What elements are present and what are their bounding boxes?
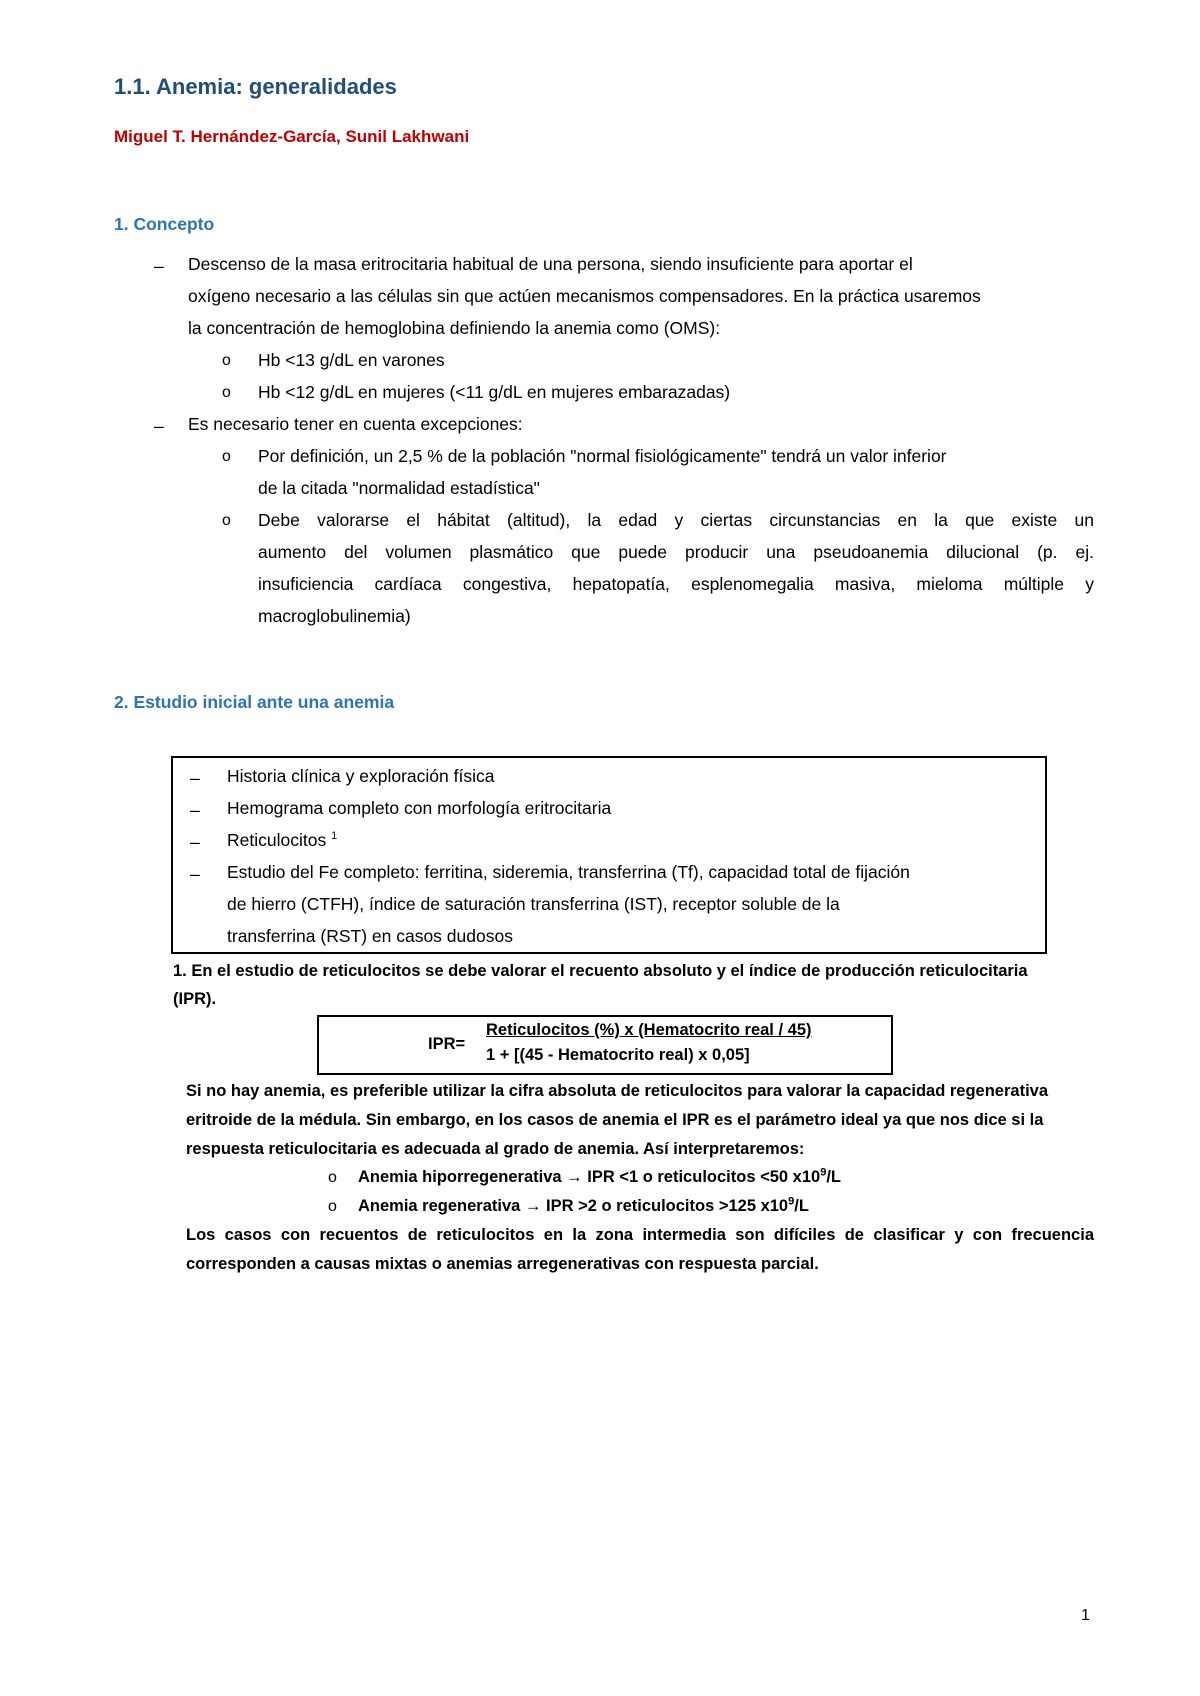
formula-lhs: IPR= xyxy=(428,1035,466,1053)
interp-1-sup: 9 xyxy=(820,1166,827,1179)
circle-bullet: o xyxy=(328,1198,337,1215)
footnote-marker: 1 xyxy=(331,830,338,843)
dash-bullet: – xyxy=(190,864,200,884)
circle-bullet: o xyxy=(222,448,231,465)
concept-line-3: la concentración de hemoglobina definiendo la anemia como (OMS): xyxy=(188,318,721,338)
dash-bullet: – xyxy=(154,416,164,436)
exception-2-line-2: aumento del volumen plasmático que puede producir una pseudoanemia dilucional (p. ej. xyxy=(258,542,1094,562)
footnote-line-2: (IPR). xyxy=(173,990,217,1008)
exception-1-line-2: de la citada "normalidad estadística" xyxy=(258,478,540,498)
box-item-fe-line-3: transferrina (RST) en casos dudosos xyxy=(227,926,513,946)
circle-bullet: o xyxy=(328,1169,337,1186)
dash-bullet: – xyxy=(190,832,200,852)
box-item-historia: Historia clínica y exploración física xyxy=(227,766,495,786)
circle-bullet: o xyxy=(222,512,231,529)
concept-line-1: Descenso de la masa eritrocitaria habitual de una persona, siendo insuficiente para aportar el xyxy=(188,254,913,274)
ipr-para-line-1: Si no hay anemia, es preferible utilizar la cifra absoluta de reticulocitos para valorar la capacidad regenerativa xyxy=(186,1082,1049,1100)
dash-bullet: – xyxy=(190,768,200,788)
authors: Miguel T. Hernández-García, Sunil Lakhwani xyxy=(114,127,470,146)
closing-para-line-2: corresponden a causas mixtas o anemias arregenerativas con respuesta parcial. xyxy=(186,1255,819,1273)
footnote-line-1: 1. En el estudio de reticulocitos se debe valorar el recuento absoluto y el índice de producción reticulocitaria xyxy=(173,962,1028,980)
box-item-reticulocitos xyxy=(227,825,337,857)
interp-1-text: Anemia hiporregenerativa → IPR <1 o reticulocitos <50 x10 xyxy=(358,1168,821,1186)
reticulocitos-label: Reticulocitos xyxy=(227,830,327,850)
concept-line-2: oxígeno necesario a las células sin que actúen mecanismos compensadores. En la práctica usaremos xyxy=(188,286,981,306)
exceptions-intro: Es necesario tener en cuenta excepciones: xyxy=(188,414,523,434)
interpretation-hiporregenerativa xyxy=(358,1163,841,1192)
page-number: 1 xyxy=(1081,1607,1090,1624)
section-heading-concepto: 1. Concepto xyxy=(114,214,215,234)
formula-denominator: 1 + [(45 - Hematocrito real) x 0,05] xyxy=(486,1046,750,1064)
exception-1-line-1: Por definición, un 2,5 % de la población "normal fisiológicamente" tendrá un valor inferior xyxy=(258,446,947,466)
interp-1-unit: /L xyxy=(826,1168,841,1186)
box-item-hemograma: Hemograma completo con morfología eritrocitaria xyxy=(227,798,612,818)
exception-2-line-3: insuficiencia cardíaca congestiva, hepatopatía, esplenomegalia masiva, mieloma múltiple y xyxy=(258,574,1094,594)
ipr-para-line-2: eritroide de la médula. Sin embargo, en los casos de anemia el IPR es el parámetro ideal ya que nos dice si la xyxy=(186,1111,1044,1129)
dash-bullet: – xyxy=(154,256,164,276)
box-item-fe-line-1: Estudio del Fe completo: ferritina, sideremia, transferrina (Tf), capacidad total de fijación xyxy=(227,862,910,882)
interp-2-unit: /L xyxy=(794,1197,809,1215)
interp-2-sup: 9 xyxy=(788,1195,795,1208)
box-item-fe-line-2: de hierro (CTFH), índice de saturación transferrina (IST), receptor soluble de la xyxy=(227,894,840,914)
section-heading-estudio-inicial: 2. Estudio inicial ante una anemia xyxy=(114,692,395,712)
interp-2-text: Anemia regenerativa → IPR >2 o reticulocitos >125 x10 xyxy=(358,1197,789,1215)
circle-bullet: o xyxy=(222,384,231,401)
document-title: 1.1. Anemia: generalidades xyxy=(114,74,397,99)
dash-bullet: – xyxy=(190,800,200,820)
criterion-men: Hb <13 g/dL en varones xyxy=(258,350,445,370)
exception-2-line-1: Debe valorarse el hábitat (altitud), la edad y ciertas circunstancias en la que existe un xyxy=(258,510,1094,530)
ipr-para-line-3: respuesta reticulocitaria es adecuada al grado de anemia. Así interpretaremos: xyxy=(186,1140,805,1158)
circle-bullet: o xyxy=(222,352,231,369)
closing-para-line-1: Los casos con recuentos de reticulocitos en la zona intermedia son difíciles de clasificar y con frecuencia xyxy=(186,1226,1094,1244)
interpretation-regenerativa xyxy=(358,1192,809,1221)
exception-2-line-4: macroglobulinemia) xyxy=(258,606,411,626)
criterion-women: Hb <12 g/dL en mujeres (<11 g/dL en mujeres embarazadas) xyxy=(258,382,731,402)
formula-numerator: Reticulocitos (%) x (Hematocrito real / 45) xyxy=(486,1021,812,1039)
